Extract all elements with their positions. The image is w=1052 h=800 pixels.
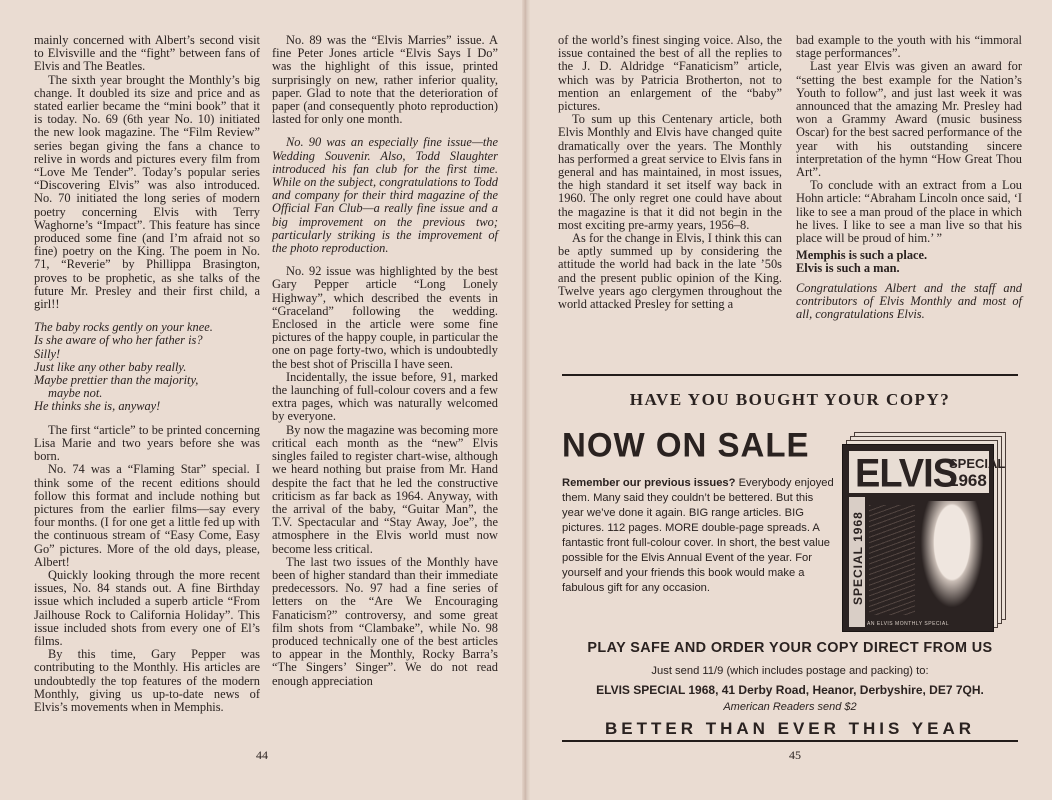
poem-line: Silly!	[34, 346, 61, 361]
cover-front	[842, 444, 1006, 632]
american-price-note: American Readers send $2	[723, 701, 857, 713]
paragraph: No. 92 issue was highlighted by the best Gary Pepper article “Long Lonely Highway”, which described the events in “Graceland” following the wedding. Enclosed in the article were some fine pictures of the happy couple, in particular the one on page forty-two, which is undoubtedly the best shot of Priscilla I have seen.	[272, 264, 498, 371]
cover-spine-text: SPECIAL 1968	[851, 511, 865, 605]
paragraph: Quickly looking through the more recent issues, No. 84 stands out. A fine Birthday issue which included a superb article “From Jailhouse Rock to California Holiday”. This issue included shots from every one of El’s films.	[34, 567, 260, 648]
book-gutter	[522, 0, 530, 800]
poem-line: He thinks she is, anyway!	[34, 399, 161, 414]
right-column-2	[796, 34, 1022, 321]
left-column-1	[34, 34, 260, 714]
ad-top-rule	[562, 374, 1018, 376]
sign-off: Congratulations Albert and the staff and contributors of Elvis Monthly and most of all, congratulations Elvis.	[796, 280, 1022, 322]
poem-line: maybe not.	[48, 386, 103, 401]
paragraph: To sum up this Centenary article, both Elvis Monthly and Elvis have changed quite dramatically over the years. The Monthly has performed a great service to Elvis fans in general and has maintained, in most issues, the high standard it set itself way back in 1960. The only regret one could have about the magazine is that it did not begin in the most exciting pre-army years, 1956–8.	[558, 112, 782, 232]
paragraph: Last year Elvis was given an award for “setting the best example for the Nation’s Youth to follow”, and just last week it was announced that the amazing Mr. Presley had won a Grammy Award (music business Oscar) for the best sacred performance of the year with his outstanding sincere interpretation of the hymn “How Great Thou Art”.	[796, 59, 1022, 180]
paragraph: No. 89 was the “Elvis Marries” issue. A fine Peter Jones article “Elvis Says I Do” was the highlight of this issue, printed surprisingly on new, rather inferior quality, paper. Glad to note that the deterioration of paper (and consequently photo reproduction) lasted for only one month.	[272, 33, 498, 127]
ad-body-rest: Everybody enjoyed them. Many said they couldn’t be bettered. But this year we’ve done it again. BIG range articles. BIG pictures. 112 pages. MORE double-page spreads. A fantastic front full-colour cover. In short, the best value possible for the Elvis Annual Event of the year. For yourself and your friends this book would make a fabulous gift for any occasion.	[562, 477, 834, 594]
paragraph: mainly concerned with Albert’s second visit to Elvisville and the “fight” between fans of Elvis and The Beatles.	[34, 33, 260, 74]
poem-line: Just like any other baby really.	[34, 359, 187, 374]
now-on-sale-title: NOW ON SALE	[562, 425, 810, 464]
paragraph: The first “article” to be printed concerning Lisa Marie and two years before she was born.	[34, 422, 260, 464]
paragraph: bad example to the youth with his “immoral stage performances”.	[796, 33, 1022, 61]
book-cover-illustration	[842, 432, 1006, 632]
ad-tagline: BETTER THAN EVER THIS YEAR	[604, 719, 976, 738]
right-column-1	[558, 34, 782, 311]
left-page	[0, 0, 522, 800]
closing-line: Elvis is such a man.	[796, 261, 900, 276]
paragraph: As for the change in Elvis, I think this can be aptly summed up by considering the attitude the world had back in the late ’50s and the present public opinion of the King. Twelve years ago clergymen throughout the world attacked Presley for setting a	[558, 231, 782, 312]
poem-line: Is she aware of who her father is?	[34, 333, 203, 348]
ad-headline: HAVE YOU BOUGHT YOUR COPY?	[629, 390, 951, 409]
paragraph: To conclude with an extract from a Lou Hohn article: “Abraham Lincoln once said, ‘I like to see a man proud of the place in which he lives. I like to see a man live so that his place will be proud of him.’ ”	[796, 178, 1022, 246]
cover-title-year: 1968	[949, 471, 987, 490]
paragraph: Incidentally, the issue before, 91, marked the launching of full-colour covers and a few extra pages, which was naturally welcomed by everyone.	[272, 369, 498, 424]
ad-body-lead: Remember our previous issues?	[562, 477, 736, 489]
guitar-player-sketch	[869, 505, 915, 615]
poem-quote	[34, 321, 260, 413]
order-direct-heading: PLAY SAFE AND ORDER YOUR COPY DIRECT FROM US	[587, 640, 993, 656]
paragraph: No. 90 was an especially fine issue—the Wedding Souvenir. Also, Todd Slaughter introduced his fan club for the first time. While on the subject, congratulations to Todd and company for their third magazine of the Official Fan Club—a really fine issue and a big improvement on the previous two; particularly striking is the improvement of the photo reproduction.	[272, 135, 498, 256]
closing-line: Memphis is such a place.	[796, 248, 928, 263]
paragraph: The last two issues of the Monthly have been of higher standard than their immediate predecessors. No. 97 had a fine series of letters on the “Are We Encouraging Fanaticism?” controversy, and some great film shots from “Clambake”, while No. 98 produced technically one of the best articles to appear in the Monthly, Rocky Barra’s “The Singers’ Singer”. We do not read enough appreciation	[272, 554, 498, 688]
order-address: ELVIS SPECIAL 1968, 41 Derby Road, Heanor, Derbyshire, DE7 7QH.	[596, 683, 984, 697]
poem-line: Maybe prettier than the majority,	[34, 373, 199, 388]
left-column-2	[272, 34, 498, 688]
ad-bottom-rule	[562, 740, 1018, 742]
cover-title-elvis: ELVIS	[855, 451, 957, 497]
elvis-portrait-photo	[915, 501, 989, 619]
paragraph: By now the magazine was becoming more critical each month as the “new” Elvis singles failed to register chart-wise, although we heard nothing but praise from Mr. Hand despite the fact that he led the constructive criticism as far back as 1964. Anyway, with the arrival of the baby, “Guitar Man”, the T.V. Spectacular and “Stay Away, Joe”, the atmosphere in the Elvis world must now become less critical.	[272, 422, 498, 556]
ad-body-text	[562, 476, 837, 596]
price-instructions: Just send 11/9 (which includes postage and packing) to:	[651, 665, 929, 677]
paragraph: of the world’s finest singing voice. Also, the issue contained the best of all the replies to the J. D. Aldridge “Fanaticism” article, which was by Patricia Brotherton, not to mention an enlargement of the “baby” pictures.	[558, 33, 782, 114]
cover-title-special: SPECIAL	[949, 456, 1006, 471]
poem-line: The baby rocks gently on your knee.	[34, 320, 213, 335]
advertisement	[562, 374, 1018, 744]
paragraph: The sixth year brought the Monthly’s big change. It doubled its size and price and as stated earlier became the “mini book” that it is today. No. 69 (6th year No. 10) initiated the new look magazine. The “Film Review” series began giving the fans a chance to relive in words and pictures every film from “Love Me Tender”. Today’s popular series “Discovering Elvis” was also introduced. No. 70 initiated the long series of modern poetry concerning Elvis with Terry Waghorne’s “Impact”. This feature has since produced some fine (and I’m afraid not so fine) poetry on the King. The poem in No. 71, “Reverie” by Phillippa Brasington, proves to be prophetic, as she talks of the future Mr. Presley and their first child, a girl!!	[34, 72, 260, 312]
paragraph: By this time, Gary Pepper was contributing to the Monthly. His articles are undoubtedly the top features of the modern Monthly, giving us up-to-date news of Elvis’s movements when in Memphis.	[34, 647, 260, 714]
page-number: 44	[256, 748, 268, 762]
cover-title-band	[849, 451, 1006, 497]
page-number: 45	[789, 748, 801, 762]
cover-strapline: AN ELVIS MONTHLY SPECIAL	[867, 621, 950, 627]
paragraph: No. 74 was a “Flaming Star” special. I think some of the recent editions should follow this format and include nothing but pictures from the earlier films—say every four months. (I for one get a little fed up with the continuous stream of “Easy Come, Easy Go” pictures. More of the old days, please, Albert!	[34, 462, 260, 569]
